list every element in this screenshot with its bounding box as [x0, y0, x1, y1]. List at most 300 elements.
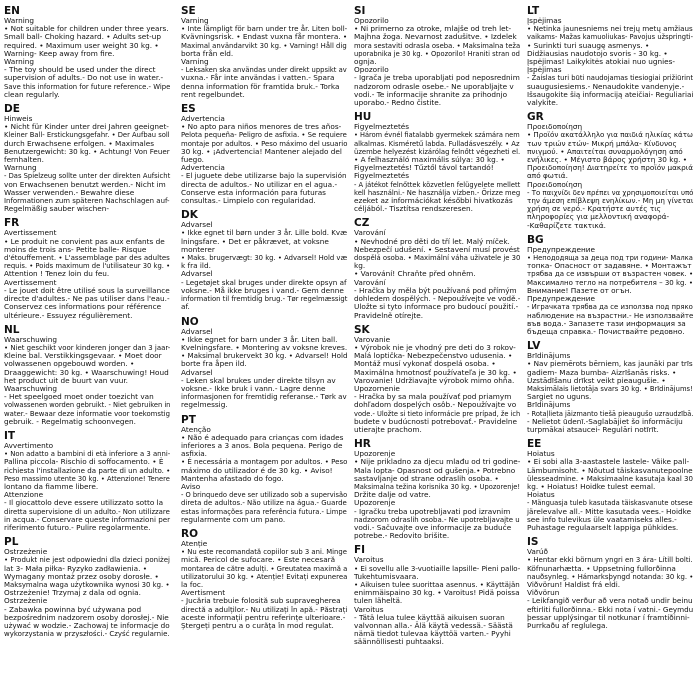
warning-text-line: Þurrkaðu af reglulega.	[527, 621, 608, 630]
language-block-is	[527, 537, 693, 630]
warning-text-line: Aviso	[181, 481, 201, 491]
warning-text-line: топка- Опасност от задавяне. • Монтажът	[527, 261, 692, 271]
language-block-pt	[181, 415, 347, 524]
warning-text-line: Varoitus	[354, 555, 384, 565]
warning-text-line: - O brinquedo deve ser utilizado sob a supervisão	[181, 490, 348, 500]
language-block-pl	[4, 537, 170, 638]
warning-text-line: Upozorenje	[354, 498, 396, 508]
warning-text-line: Attenzione	[4, 490, 44, 500]
warning-text-line: - Igrača je treba uporabljati pod neposrednim	[354, 73, 520, 83]
warning-text-line: nauðsynleg. • Hámarksþyngd notanda: 30 kg. •	[527, 571, 694, 581]
warning-text-line: voksne.- Må ikke bruges i vand.- Gem denne	[181, 285, 344, 295]
warning-text-line: • Niet geschikt voor kinderen jonger dan 3 jaar-	[4, 342, 171, 352]
warning-text-line: • Προϊόν ακατάλληλο για παιδιά ηλικίας κάτω	[527, 130, 693, 140]
warning-text-line: Viðvörun! Haldist frá eldi.	[527, 579, 621, 589]
language-code: DK	[181, 209, 198, 222]
warning-text-line: Pelota pequeña- Peligro de asfixia. • Se requiere	[181, 130, 347, 140]
warning-text-line: бъдеща справка.- Почиствайте редовно.	[527, 326, 685, 336]
warning-text-line: von Erwachsenen benutzt werden.- Nicht im	[4, 179, 166, 189]
warning-text-line: ultérieure.- Essuyez régulièrement.	[4, 310, 133, 320]
warning-text-line: - Leksaken ska användas under direkt uppsikt av	[181, 65, 347, 75]
warning-text-line: Atenção	[181, 424, 211, 434]
warning-text-line: - Zabawka powinna być używana pod	[4, 604, 142, 614]
warning-text-line: montaje por adultos. • Peso máximo del usuario	[181, 138, 348, 148]
warning-text-line: Regelmäßig sauber wischen-	[4, 204, 110, 214]
warning-text-line: nadzorom odraslih osoba.- Ne upotrebljavajte u	[354, 514, 520, 524]
language-code: ES	[181, 103, 196, 116]
warning-text-line: Warning	[4, 16, 34, 25]
warning-text-line: Varovanie	[354, 334, 391, 344]
warning-text-line: Držite dalje od vatre.	[354, 490, 431, 500]
warning-text-line: - Legetøjet skal bruges under direkte opsyn af	[181, 277, 347, 287]
warning-text-line: inferiores a 3 anos. Bola pequena. Perigo de	[181, 440, 343, 450]
warning-text-line: ognja.	[354, 57, 377, 67]
warning-text-line: potrebe.- Redovito brišite.	[354, 531, 450, 541]
warning-text-line: πνιγμού. • Απαιτείται συναρμολόγηση από	[527, 146, 683, 156]
language-block-en	[4, 6, 170, 99]
warning-text-line: uporabnika je 30 kg. • Opozorilo! Hraniti stran od	[354, 48, 520, 58]
language-code: NO	[181, 315, 199, 328]
warning-text-line: Maximal användarvikt 30 kg. • Varning! Håll dig	[181, 40, 347, 50]
warning-text-line: Didžiausias naudotojo svoris - 30 kg. •	[527, 48, 668, 58]
language-block-it	[4, 431, 170, 532]
warning-text-line: volwassenen worden gebruikt. - Niet gebruiken in	[4, 400, 171, 410]
warning-text-line: Avertissement	[4, 277, 57, 287]
warning-text-line: þessar upplýsingar til notkunar í framtíðinni-	[527, 612, 690, 622]
warning-text-line: nadzorom odrasle osebe.- Ne uporabljajte v	[354, 81, 514, 91]
warning-text-line: Advarsel	[181, 220, 213, 230]
language-block-hu	[354, 112, 520, 213]
warning-text-line: consultas.- Limpielo con regularidad.	[181, 196, 316, 206]
warning-text-line: във вода.- Запазете тази информация за	[527, 318, 686, 328]
language-code: SK	[354, 323, 370, 336]
warning-text-line: • Ei sovellu alle 3-vuotiaille lapsille- Pieni pallo-	[354, 563, 521, 573]
language-code: CZ	[354, 217, 370, 230]
warning-text-line: Максимално тегло на потребителя – 30 kg. •	[527, 277, 694, 287]
warning-text-line: Avertissement	[4, 228, 57, 238]
warning-text-line: Προειδοποίηση	[527, 122, 583, 132]
warning-text-line: rent regelbundet.	[181, 89, 245, 99]
warning-text-line: Wasser verwenden.- Bewahre diese	[4, 187, 135, 197]
warning-text-line: moins de trois ans- Petite balle- Risque	[4, 244, 147, 254]
warning-text-line: Varování	[354, 228, 386, 238]
warning-text-line: - The toy should be used under the direct	[4, 65, 156, 75]
warning-text-line: mică. Pericol de sufocare. • Este necesară	[181, 555, 336, 565]
warning-text-line: vaikams- Mažas kamuoliukas- Pavojus užspringti-	[527, 32, 693, 42]
warning-text-line: Opozorilo	[354, 16, 389, 25]
warning-text-line: - Leken skal brukes under direkte tilsyn av	[181, 375, 336, 385]
warning-text-line: - Tätä lelua tulee käyttää aikuisen suoran	[354, 612, 505, 622]
warning-text-line: valvonnan alla.- Älä käytä vedessä.- Säästä	[354, 621, 513, 630]
language-code: LV	[527, 340, 541, 353]
warning-text-line: • Ei sobi alla 3-aastastele lastele- Väike pall-	[527, 457, 690, 467]
language-block-si	[354, 6, 520, 107]
warning-text-line: kg. • Hoiatus! Hoidke tulest eemal.	[527, 481, 656, 491]
language-code: PT	[181, 413, 196, 426]
warning-text-line: Sargiet no uguns.	[527, 392, 592, 402]
warning-text-line: Mala lopta- Opasnost od gušenja.• Potrebno	[354, 465, 516, 475]
warning-text-line: Uložte si tyto informace pro budoucí použití.-	[354, 302, 519, 312]
warning-text-line: - Jucăria trebuie folosită sub supravegherea	[181, 596, 341, 606]
warning-text-line: dohledem dospělých. - Nepoužívejte ve vodě.-	[354, 294, 521, 304]
warning-text-line: • Hentar ekki börnum yngri en 3 ára- Lítill bolti.	[527, 555, 693, 565]
warning-text-line: Maksymalna waga użytkownika wynosi 30 kg. •	[4, 579, 170, 589]
warning-text-line: Внимание! Пазете от огън.	[527, 285, 632, 295]
warning-text-line: • Varování! Chraňte před ohněm.	[354, 269, 476, 279]
warning-text-line: • Não é adequado para crianças com idades	[181, 432, 344, 442]
warning-text-line: ülesseadmine. • Maksimaalne kasutaja kaal 30	[527, 473, 694, 483]
warning-text-line: - Il giocattolo deve essere utilizzato sotto la	[4, 498, 164, 508]
warning-text-line: üzembe helyezést kizárólag felnőtt végezheti el.	[354, 146, 521, 156]
warning-text-line: alkalmas. Kisméretű labda. Fulladásveszély. • Az	[354, 138, 520, 148]
warning-text-line: Malá loptička- Nebezpečenstvo udusenia. •	[354, 351, 513, 361]
warning-text-line: vode.- Uložte si tieto informácie pre prípad, že ich	[354, 408, 521, 418]
warning-text-line: Ostrzeżenie	[4, 596, 48, 606]
warning-text-line: Brīdinājums	[527, 351, 571, 361]
warning-text-line: • Výrobok nie je vhodný pre deti do 3 rokov-	[354, 342, 516, 352]
warning-text-line: supervision of adults.- Do not use in water.-	[4, 73, 164, 83]
language-block-sk	[354, 325, 520, 434]
warning-text-line: utilizatorului 30 kg. • Atenție! Evitați expunerea	[181, 571, 348, 581]
warning-text-line: χρήση σε νερό.- Κρατήστε αυτές τις	[527, 204, 661, 214]
warning-text-line: Warning	[4, 57, 34, 67]
warning-text-line: asfixia.	[181, 449, 208, 459]
warning-text-line: - Le jouet doit être utilisé sous la surveillance	[4, 285, 170, 295]
warning-text-line: Attention ! Tenez loin du feu.	[4, 269, 110, 279]
warning-text-line: από φωτιά.	[527, 171, 568, 181]
warning-text-line: direta de adultos.- Não utilize na água.- Guarde	[181, 498, 347, 508]
warning-text-line: information til fremtidig brug.- Tør regelmæssigt	[181, 294, 348, 304]
warning-text-line: używać w wodzie.- Zachowaj te informacje do	[4, 621, 170, 630]
warning-text-line: nämä tiedot tulevaa käyttöä varten.- Pyyhi	[354, 629, 511, 639]
warning-text-line: Išsaugokite šią informaciją ateičiai- Reguliariai	[527, 89, 694, 99]
warning-text-line: - El juguete debe utilizarse bajo la supervisión	[181, 171, 347, 181]
warning-text-line: • Produkt nie jest odpowiedni dla dzieci poniżej	[4, 555, 170, 565]
warning-text-line: tulen läheltä.	[354, 596, 403, 606]
warning-text-line: diretta supervisione di un adulto.- Non utilizzare	[4, 506, 170, 516]
warning-text-line: informasjonen for fremtidig referanse.- Tørk av	[181, 392, 347, 402]
warning-text-line: • Non adatto a bambini di età inferiore a 3 anni-	[4, 449, 171, 459]
warning-text-line: Tukehtumisvaara.	[354, 571, 419, 581]
warning-text-line: Advertencia	[181, 114, 225, 124]
warning-text-line: borte fra åpen ild.	[181, 359, 247, 369]
warning-text-line: • A felhasználó maximális súlya: 30 kg. •	[354, 155, 505, 165]
warning-text-line: - Leikfangið verður að vera notað undir beinu	[527, 596, 693, 606]
warning-text-line: • Maksimal brukervekt 30 kg. • Advarsel! Hold	[181, 351, 348, 361]
language-code: GR	[527, 111, 544, 124]
warning-text-line: dohľadom dospelých osôb.- Nepoužívajte vo	[354, 400, 517, 410]
column-3	[354, 6, 520, 652]
language-code: IS	[527, 536, 539, 549]
language-block-se	[181, 6, 347, 99]
language-block-fi	[354, 545, 520, 646]
warning-text-line: directa de adultos.- No utilizar en el agua.-	[181, 179, 338, 189]
warning-text-line: Upozorenje	[354, 449, 396, 459]
language-block-ro	[181, 529, 347, 630]
warning-text-line: Предупреждение	[527, 294, 595, 304]
warning-text-line: Varning	[181, 16, 209, 25]
language-block-no	[181, 317, 347, 410]
warning-text-line: Advarsel	[181, 326, 213, 336]
warning-text-line: bezpośrednim nadzorem osoby dorosłej.- Nie	[4, 612, 169, 622]
warning-text-line: • Nevhodné pro děti do tří let. Malý míček.	[354, 236, 510, 246]
warning-text-line: directe d'adultes.- Ne pas utiliser dans l'eau.-	[4, 294, 170, 304]
language-code: NL	[4, 323, 20, 336]
warning-text-line: Viðvörun	[527, 588, 560, 598]
warning-text-line: utierajte prachom.	[354, 424, 422, 434]
language-code: FI	[354, 544, 366, 557]
warning-text-line: ezeket az információkat későbbi hivatkozás	[354, 196, 513, 206]
warning-text-line: - Žaislas turi būti naudojamas tiesiogiai prižiūrint	[527, 73, 693, 83]
warning-text-line: • Not suitable for children under three years.	[4, 24, 169, 34]
warning-text-line: • Nav piemērots bērniem, kas jaunāki par trīs	[527, 359, 693, 369]
warning-text-line: Warnung	[4, 163, 37, 173]
warning-text-line: Hoiatus	[527, 490, 555, 500]
warning-text-line: 30 kg. • ¡Advertencia! Mantener alejado del	[181, 146, 342, 156]
warning-text-line: πληροφορίες για μελλοντική αναφορά-	[527, 212, 670, 222]
warning-text-line: richiesta l'installazione da parte di un adulto. •	[4, 465, 171, 475]
warning-text-line: säännöllisesti puhtaaksi.	[354, 637, 444, 647]
warning-text-line: Mantenha afastado do fogo.	[181, 473, 284, 483]
warning-text-line: Ostrzeżenie! Trzymaj z dala od ognia.	[4, 588, 141, 598]
language-block-dk	[181, 210, 347, 311]
warning-text-line: Varoitus	[354, 604, 384, 614]
warning-text-line: in acqua.- Conservare queste informazioni per	[4, 514, 171, 524]
warning-text-line: dospělá osoba. • Maximální váha uživatele je 30	[354, 253, 521, 263]
warning-text-line: трябва да се извърши от възрастен човек. •	[527, 269, 694, 279]
warning-text-line: Warning- Keep away from fire.	[4, 48, 115, 58]
warning-text-line: Peso massimo utente 30 kg. • Attenzione! Tenere	[4, 473, 170, 483]
warning-text-line: required. • Maximum user weight 30 kg. •	[4, 40, 159, 50]
warning-text-line: water.- Bewaar deze informatie voor toekomstig	[4, 408, 170, 418]
warning-text-line: • No apto para niños menores de tres años-	[181, 122, 342, 132]
warning-text-line: lningsfare. • Det er påkrævet, at voksne	[181, 236, 329, 246]
warning-text-line: Ostrzeżenie	[4, 547, 48, 557]
warning-text-line: enimmäispaino 30 kg. • Varoitus! Pidä poissa	[354, 588, 520, 598]
language-code: BG	[527, 233, 544, 246]
warning-text-line: Įspėjimas! Laikykitės atokiai nuo ugnies-	[527, 57, 676, 67]
column-1	[4, 6, 170, 643]
warning-text-line: Įspėjimas	[527, 65, 562, 75]
warning-text-line: see info tulevikus üle vaatamiseks alles.-	[527, 514, 677, 524]
warning-text-line: uporabo.- Redno čistite.	[354, 98, 442, 108]
warning-text-line: Advarsel	[181, 269, 213, 279]
warning-text-line: Figyelmeztetés! Tűztől távol tartandó!	[354, 163, 494, 173]
language-code: RO	[181, 527, 199, 540]
warning-text-line: Advertencia	[181, 163, 225, 173]
language-block-bg	[527, 235, 693, 336]
warning-text-line: - Mänguasja tuleb kasutada täiskasvanute otsese	[527, 498, 693, 508]
warning-text-line: • Nije prikladno za djecu mlađu od tri godine-	[354, 457, 521, 467]
warning-text-line: montarea de către adulți. • Greutatea maximă a	[181, 563, 348, 573]
language-code: SE	[181, 5, 196, 17]
column-2	[181, 6, 347, 635]
warning-text-line: Ștergeți pentru a o curăța în mod regulat.	[181, 621, 334, 630]
warning-text-line: ενήλικες. • Μέγιστο βάρος χρήστη 30 kg. •	[527, 155, 688, 165]
warning-text-line: Προειδοποίηση! Διατηρείτε το προϊόν μακριά	[527, 163, 694, 173]
warning-text-line: máximo do utilizador é de 30 kg. • Aviso!	[181, 465, 333, 475]
warning-text-line: Montáž musí vykonať dospelá osoba. •	[354, 359, 496, 369]
warning-text-line: fernhalten.	[4, 155, 44, 165]
warning-text-line: Köfnunarhætta. • Uppsetning fullorðinna	[527, 563, 676, 573]
warning-text-line: • Ikke egnet til børn under 3 år. Lille bold. Kvæ	[181, 228, 348, 238]
language-code: EN	[4, 5, 20, 17]
warning-text-line: - Играчката трябва да се използва под пряко	[527, 302, 693, 312]
warning-text-line: Upozornenie	[354, 383, 400, 393]
warning-text-line: Atenție	[181, 538, 208, 548]
language-block-gr	[527, 112, 693, 230]
language-block-fr	[4, 218, 170, 319]
warning-text-line: budete v budúcnosti potrebovať.- Pravidelne	[354, 416, 517, 426]
warning-text-line: Benutzergewicht: 30 kg. • Achtung! Von Feuer	[4, 146, 170, 156]
warning-text-line: d'étouffement. • L'assemblage par des adultes	[4, 253, 170, 263]
warning-text-line: denna information för framtida bruk.- Torka	[181, 81, 340, 91]
warning-text-line: estas informações para referência futura.- Limpe	[181, 506, 347, 516]
warning-text-line: voksne.- Ikke bruk i vann.- Lagre denne	[181, 383, 326, 393]
warning-text-line: • É necessária a montagem por adultos. • Peso	[181, 457, 348, 467]
warning-text-line: • Netinka jaunesniems nei trejų metų amžiaus	[527, 24, 693, 34]
language-block-de	[4, 104, 170, 213]
language-block-nl	[4, 325, 170, 426]
warning-text-line: eftirliti fullorðinna.- Ekki nota í vatni.- Geymdu	[527, 604, 694, 614]
warning-text-line: Maximálna hmotnosť používateľa je 30 kg. •	[354, 367, 517, 377]
warning-text-line: sastavljanje od strane odraslih osoba. •	[354, 473, 499, 483]
warning-text-line: Puhastage regulaarselt lappiga pühkides.	[527, 522, 679, 532]
warning-text-line: Figyelmeztetés	[354, 171, 410, 181]
warning-text-line: wykorzystania w przyszłości.- Czyść regularnie.	[4, 629, 170, 639]
language-code: DE	[4, 103, 20, 116]
warning-text-line: Save this information for future reference.- Wipe	[4, 81, 171, 91]
warning-text-line: • Inte lämpligt för barn under tre år. Liten boll-	[181, 24, 348, 34]
warning-text-line: het product uit de buurt van vuur.	[4, 375, 128, 385]
language-block-es	[181, 104, 347, 205]
warning-text-line: - Hračka by sa mala používať pod priamym	[354, 392, 512, 402]
warning-text-line: • Ikke egnet for barn under 3 år. Liten ball.	[181, 334, 338, 344]
warning-text-line: vuxna.- Får inte användas i vatten.- Spara	[181, 73, 335, 83]
warning-text-line: Conservez ces informations pour référence	[4, 302, 162, 312]
warning-text-line: requis. • Poids maximum de l'utilisateur 30 kg. •	[4, 261, 171, 271]
warning-text-line: Varování	[354, 277, 386, 287]
warning-text-line: vodi.- Te informacije shranite za prihodnjo	[354, 89, 508, 99]
warning-text-line: monterer	[181, 244, 215, 254]
warning-text-line: kg.	[354, 261, 366, 271]
language-code: IT	[4, 429, 16, 442]
warning-text-line: valykite.	[527, 98, 559, 108]
warning-text-line: Draaggewicht: 30 kg. • Waarschuwing! Houd	[4, 367, 169, 377]
warning-text-line: la foc.	[181, 579, 204, 589]
language-code: LT	[527, 5, 540, 17]
language-code: SI	[354, 5, 366, 17]
warning-text-line: Maksimalna težina korisnika 30 kg. • Upozorenje!	[354, 481, 521, 491]
warning-text-line: • Maks. brugervægt: 30 kg. • Advarsel! Hold væ	[181, 253, 348, 263]
warning-text-line: fuego.	[181, 155, 204, 165]
warning-text-line: vodi.- Sačuvajte ove informacije za buduće	[354, 522, 512, 532]
warning-text-line: наблюдение на възрастни.- Не използвайте	[527, 310, 694, 320]
warning-text-line: Lämbumisoht. • Nõutud täiskasvanutepoolne	[527, 465, 693, 475]
warning-text-line: Προειδοποίηση	[527, 179, 583, 189]
warning-text-line: lat 3- Mała piłka- Ryzyko zadławienia. •	[4, 563, 148, 573]
warning-text-line: Opozorilo	[354, 65, 389, 75]
warning-text-line: - Het speelgoed moet onder toezicht van	[4, 392, 154, 402]
warning-text-line: Uzstādīšanu drīkst veikt pieaugušie. •	[527, 375, 666, 385]
warning-text-line: • Le produit ne convient pas aux enfants de	[4, 236, 165, 246]
warning-text-line: Предупреждение	[527, 244, 595, 254]
warning-text-line: riferimento futuro.- Pulire regolarmente.	[4, 522, 151, 532]
warning-text-line: directă a adulților.- Nu utilizați în apă.- Păstrați	[181, 604, 348, 614]
language-block-ee	[527, 439, 693, 532]
warning-text-line: regelmessig.	[181, 400, 228, 410]
warning-text-line: - Hračka by měla být používaná pod přímým	[354, 285, 517, 295]
column-4	[527, 6, 693, 635]
warning-text-line: την άμεση επίβλεψη ενηλίκων.- Μη μη γίνεται	[527, 196, 694, 206]
warning-text-line: volwassenen opgebouwd worden. •	[4, 359, 135, 369]
warning-text-line: -Καθαρίζετε τακτικά.	[527, 220, 606, 230]
warning-text-line: - Το παιχνίδι δεν πρέπει να χρησιμοποιείται υπό	[527, 187, 694, 197]
warning-text-line: céljából.- Tisztítsa rendszeresen.	[354, 204, 473, 214]
warning-text-line: durch Erwachsene erfolgen. • Maximales	[4, 138, 155, 148]
warning-text-line: - Igračku treba upotrebljavati pod izravnim	[354, 506, 511, 516]
warning-text-line: gadiem- Maza bumba- Aizrīšanās risks. •	[527, 367, 677, 377]
warning-text-line: clean regularly.	[4, 89, 60, 99]
language-code: HR	[354, 438, 371, 451]
warning-text-line: k fra ild.	[181, 261, 211, 271]
language-block-lt	[527, 6, 693, 107]
language-block-hr	[354, 439, 520, 540]
warning-text-line: kell használni.- Ne használja vízben.- Őrizze meg	[354, 187, 521, 197]
warning-text-line: Maksimālais lietotāja svars 30 kg. • Brīdinājums!	[527, 383, 693, 393]
warning-text-line: Varúð	[527, 547, 548, 557]
warning-text-line: Conserve esta información para futuras	[181, 187, 326, 197]
warning-text-line: af.	[181, 302, 190, 312]
warning-text-line: Kleine bal. Verstikkingsgevaar. • Moet door	[4, 351, 162, 361]
warning-text-line: Avertisment	[181, 588, 226, 598]
warning-text-line: suaugusiesiems.- Nenaudokite vandenyje.-	[527, 81, 685, 91]
warning-text-line: Varovanie! Udržiavajte výrobok mimo ohňa.	[354, 375, 515, 385]
warning-text-line: Waarschuwing	[4, 334, 58, 344]
warning-text-line: Pravidelně otírejte.	[354, 310, 424, 320]
warning-text-line: Waarschuwing	[4, 383, 58, 393]
warning-text-line: - Rotaļlieta jāizmanto tiešā pieaugušo uzraudzībā.	[527, 408, 694, 418]
warning-text-line: Kleiner Ball- Erstickungsgefahr. • Der Aufbau soll	[4, 130, 170, 140]
warning-text-line: • Nu este recomandată copiilor sub 3 ani. Minge	[181, 547, 347, 557]
warning-text-line: Brīdinājums	[527, 400, 571, 410]
warning-text-line: • Aikuisen tulee suorittaa asennus. • Käyttäjän	[354, 579, 520, 589]
warning-text-line: Kvelningsfare. • Montering av voksne kreves.	[181, 342, 348, 352]
warning-text-line: aceste informații pentru referințe ulterioare.-	[181, 612, 346, 622]
warning-text-line: Kvävningsrisk. • Endast vuxna får montera. •	[181, 32, 348, 42]
warning-text-line: Hoiatus	[527, 449, 555, 459]
warning-text-line: regularmente com um pano.	[181, 514, 286, 524]
language-code: PL	[4, 536, 19, 549]
warning-text-line: των τριών ετών- Μικρή μπάλα- Κίνδυνος	[527, 138, 677, 148]
warning-text-line: Nebezpečí udušení. • Sestavení musí provést	[354, 244, 520, 254]
warning-text-line: Įspėjimas	[527, 16, 562, 25]
warning-text-line: Hinweis	[4, 114, 33, 124]
warning-text-line: - A játékot felnőttek közvetlen felügyelete mellett	[354, 179, 521, 189]
warning-text-line: • Непододяща за деца под три години- Малка	[527, 253, 693, 263]
warning-text-line: - Das Spielzeug sollte unter der direkten Aufsicht	[4, 171, 171, 181]
warning-text-line: - Nelietot ūdenī.-Saglabājiet šo informāciju	[527, 416, 683, 426]
warning-text-line: järelevalve all.- Mitte kasutada vees.- Hoidke	[527, 506, 692, 516]
warning-text-line: Varning	[181, 57, 209, 67]
language-code: EE	[527, 438, 542, 451]
warning-text-line: Avvertimento	[4, 440, 54, 450]
warning-text-line: Advarsel	[181, 367, 213, 377]
warning-text-line: Figyelmeztetés	[354, 122, 410, 132]
warning-text-line: mora sestaviti odrasla oseba. • Maksimalna teža	[354, 40, 521, 50]
warning-text-line: • Nicht für Kinder unter drei Jahren geeignet-	[4, 122, 169, 132]
language-code: HU	[354, 111, 372, 124]
